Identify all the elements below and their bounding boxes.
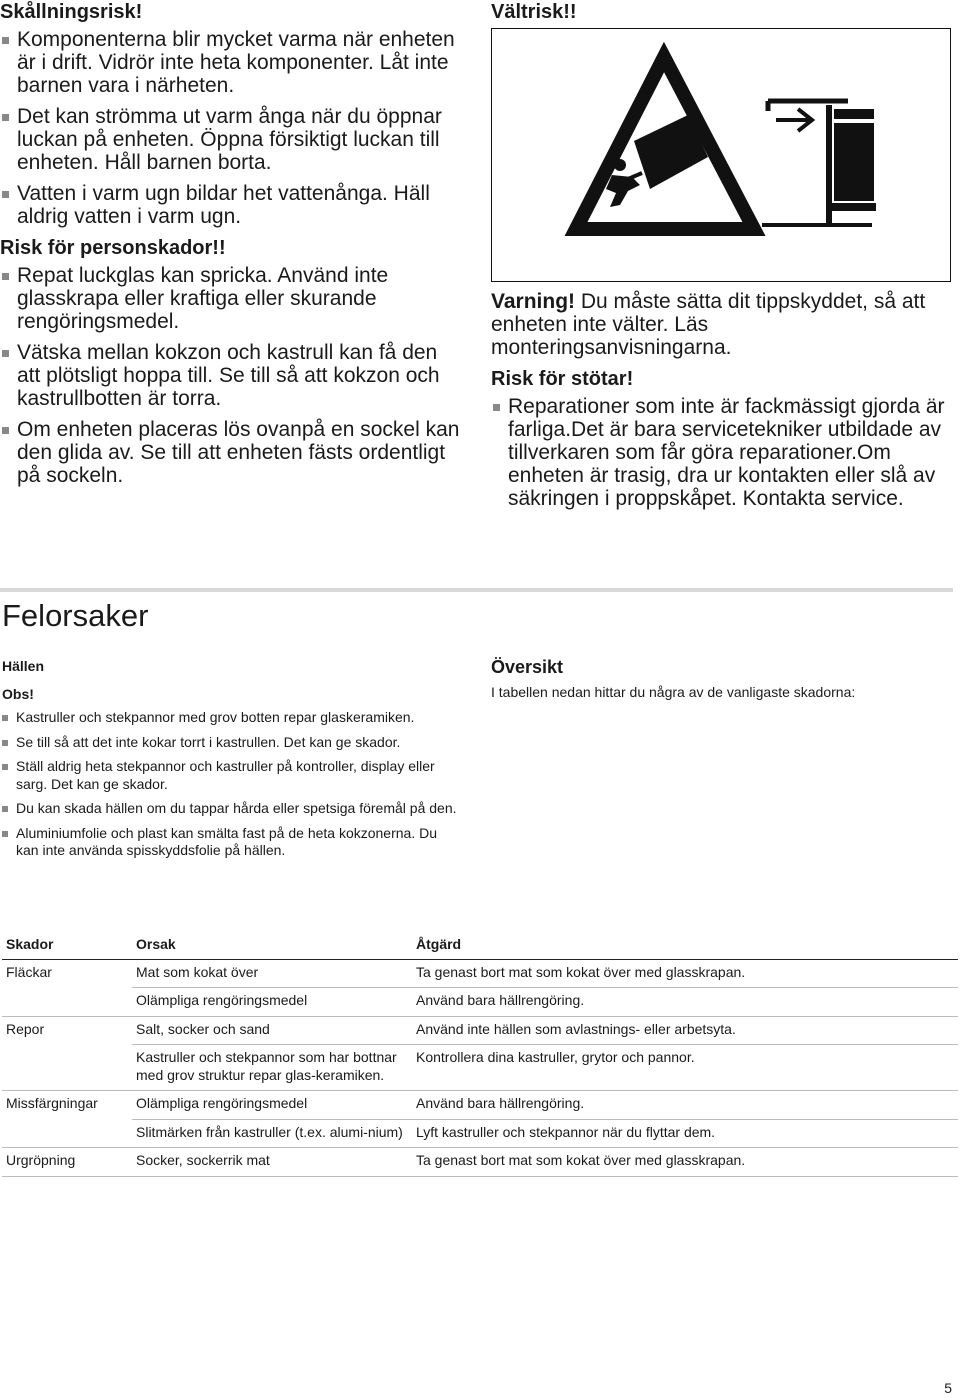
list-item: Om enheten placeras lös ovanpå en sockel kan den glida av. Se till att enheten fästs ordentligt på sockeln. <box>0 418 460 487</box>
table-cell: Använd inte hällen som avlastnings- eller arbetsyta. <box>412 1016 958 1045</box>
list-item: Se till så att det inte kokar torrt i kastrullen. Det kan ge skador. <box>2 734 462 752</box>
warning-text: Du måste sätta dit tippskyddet, så att enheten inte välter. Läs monteringsanvisningarna. <box>491 290 926 359</box>
list-item: Reparationer som inte är fackmässigt gjorda är farliga.Det är bara servicetekniker utbildade av tillverkaren som får göra reparationer.Om enheten är trasig, dra ur kontakten eller slå av säkringen i proppskåpet. Kontakta service. <box>491 395 953 510</box>
injury-list <box>0 264 460 487</box>
table-row <box>2 1045 958 1091</box>
header-damage: Skador <box>2 934 132 959</box>
table-row <box>2 1091 958 1120</box>
table-cell: Använd bara hällrengöring. <box>412 1091 958 1120</box>
table-cell: Lyft kastruller och stekpannor när du flyttar dem. <box>412 1119 958 1148</box>
list-item: Kastruller och stekpannor med grov botten repar glaskeramiken. <box>2 709 462 727</box>
table-cell: Ta genast bort mat som kokat över med glasskrapan. <box>412 959 958 988</box>
warning-label: Varning! <box>491 290 576 313</box>
overview-text: I tabellen nedan hittar du några av de vanligaste skadorna: <box>491 684 856 700</box>
hob-list <box>2 709 462 860</box>
page-number: 5 <box>944 1380 952 1396</box>
table-cell: Olämpliga rengöringsmedel <box>132 1091 412 1120</box>
shock-list <box>491 395 953 510</box>
table-cell: Repor <box>2 1016 132 1045</box>
table-cell <box>2 988 132 1017</box>
hob-section <box>2 657 462 867</box>
table-cell: Ta genast bort mat som kokat över med glasskrapan. <box>412 1148 958 1177</box>
heading-tip-over: Vältrisk!! <box>491 1 577 23</box>
section-divider <box>0 588 953 592</box>
hob-title: Hällen <box>2 658 45 674</box>
table-header-row <box>2 934 958 959</box>
table-row <box>2 959 958 988</box>
table-cell: Salt, socker och sand <box>132 1016 412 1045</box>
section-title: Felorsaker <box>2 598 149 633</box>
fault-table <box>2 934 958 1177</box>
left-column <box>0 0 460 495</box>
table-row <box>2 1119 958 1148</box>
list-item: Ställ aldrig heta stekpannor och kastruller på kontroller, display eller sarg. Det kan ge skador. <box>2 758 462 793</box>
table-cell: Missfärgningar <box>2 1091 132 1120</box>
table-cell <box>2 1045 132 1091</box>
list-item: Det kan strömma ut varm ånga när du öppnar luckan på enheten. Öppna försiktigt luckan till enheten. Håll barnen borta. <box>0 105 460 174</box>
table-cell: Mat som kokat över <box>132 959 412 988</box>
list-item: Vatten i varm ugn bildar het vattenånga. Häll aldrig vatten i varm ugn. <box>0 182 460 228</box>
overview-section <box>491 655 951 701</box>
header-action: Åtgärd <box>412 934 958 959</box>
list-item: Repat luckglas kan spricka. Använd inte glasskrapa eller kraftiga eller skurande rengöringsmedel. <box>0 264 460 333</box>
table-cell <box>2 1119 132 1148</box>
list-item: Komponenterna blir mycket varma när enheten är i drift. Vidrör inte heta komponenter. Låt inte barnen vara i närheten. <box>0 28 460 97</box>
table-cell: Kontrollera dina kastruller, grytor och pannor. <box>412 1045 958 1091</box>
heading-scalding: Skållningsrisk! <box>0 1 143 23</box>
table-row <box>2 988 958 1017</box>
list-item: Vätska mellan kokzon och kastrull kan få den att plötsligt hoppa till. Se till så att kokzon och kastrullbotten är torra. <box>0 341 460 410</box>
table-cell: Olämpliga rengöringsmedel <box>132 988 412 1017</box>
header-cause: Orsak <box>132 934 412 959</box>
right-column <box>491 0 953 518</box>
obs-label: Obs! <box>2 686 34 702</box>
table-cell: Slitmärken från kastruller (t.ex. alumi-nium) <box>132 1119 412 1148</box>
scalding-list <box>0 28 460 228</box>
table-cell: Använd bara hällrengöring. <box>412 988 958 1017</box>
tip-over-warning-icon <box>491 28 951 282</box>
heading-injury: Risk för personskador!! <box>0 237 226 259</box>
warning-paragraph <box>491 290 953 359</box>
table-cell: Urgröpning <box>2 1148 132 1177</box>
table-row <box>2 1148 958 1177</box>
table-cell: Socker, sockerrik mat <box>132 1148 412 1177</box>
overview-title: Översikt <box>491 657 564 677</box>
list-item: Aluminiumfolie och plast kan smälta fast på de heta kokzonerna. Du kan inte använda spisskyddsfolie på hällen. <box>2 825 462 860</box>
list-item: Du kan skada hällen om du tappar hårda eller spetsiga föremål på den. <box>2 800 462 818</box>
table-cell: Kastruller och stekpannor som har bottnar med grov struktur repar glas-keramiken. <box>132 1045 412 1091</box>
heading-shock: Risk för stötar! <box>491 368 634 390</box>
table-cell: Fläckar <box>2 959 132 988</box>
table-row <box>2 1016 958 1045</box>
